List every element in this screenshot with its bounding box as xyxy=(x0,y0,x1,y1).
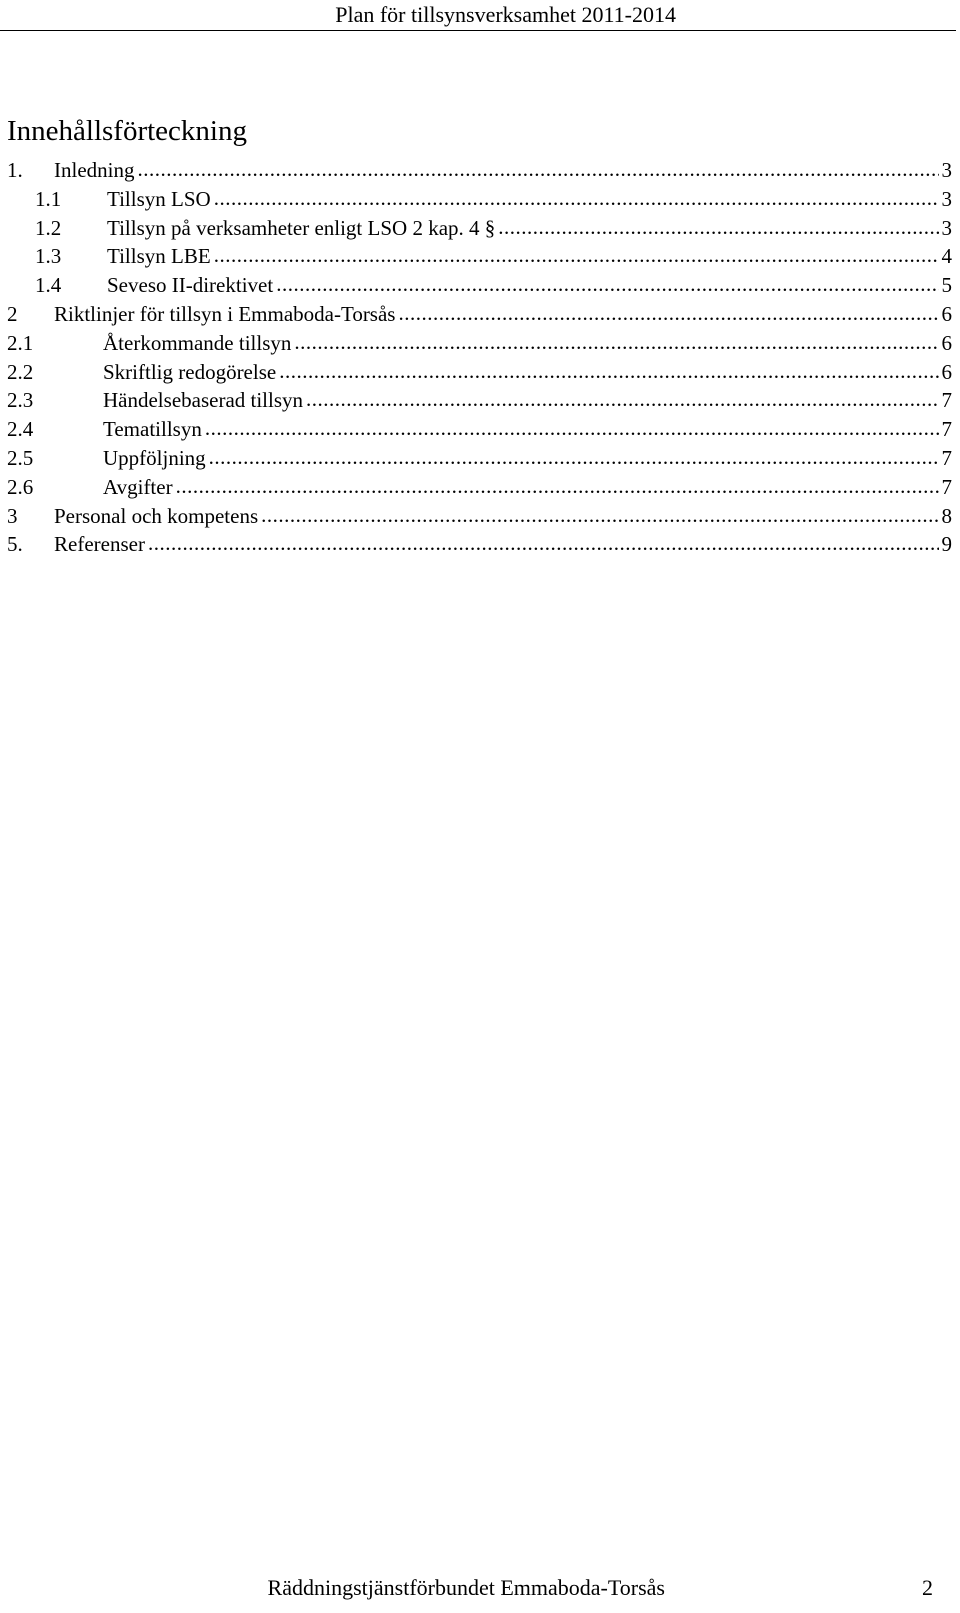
toc-entry-number: 1.2 xyxy=(35,215,62,240)
toc-entry-label: Uppföljning xyxy=(103,445,206,470)
toc-entry-number: 2.4 xyxy=(7,417,34,442)
toc-entry-page: 8 xyxy=(941,503,952,528)
toc-entry-label: Skriftlig redogörelse xyxy=(103,359,277,384)
toc-entry[interactable] xyxy=(7,301,952,330)
toc-entry-label: Riktlinjer för tillsyn i Emmaboda-Torsås xyxy=(54,301,396,326)
table-of-contents xyxy=(7,157,952,560)
page-header xyxy=(0,0,956,31)
toc-entry-page: 7 xyxy=(941,474,952,499)
toc-entry[interactable] xyxy=(7,157,952,186)
toc-entry[interactable] xyxy=(7,531,952,560)
document-title: Plan för tillsynsverksamhet 2011-2014 xyxy=(335,2,676,27)
toc-entry[interactable] xyxy=(7,272,952,301)
toc-entry[interactable] xyxy=(7,416,952,445)
toc-entry-number: 3 xyxy=(7,503,18,528)
toc-entry[interactable] xyxy=(7,359,952,388)
toc-entry-label: Personal och kompetens xyxy=(54,503,259,528)
toc-entry-page: 3 xyxy=(941,158,952,182)
page-footer xyxy=(0,1574,955,1604)
toc-entry-number: 1.1 xyxy=(35,186,62,211)
toc-entry-number: 2.1 xyxy=(7,330,34,355)
toc-dot-leader xyxy=(398,300,938,326)
toc-entry-number: 5. xyxy=(7,532,23,557)
toc-dot-leader xyxy=(276,271,938,297)
toc-entry-page: 6 xyxy=(941,301,952,326)
toc-entry-number: 2.2 xyxy=(7,359,34,384)
toc-entry[interactable] xyxy=(7,186,952,215)
toc-entry-page: 9 xyxy=(941,532,952,557)
toc-dot-leader xyxy=(214,242,939,268)
toc-entry[interactable] xyxy=(7,243,952,272)
toc-entry-number: 1. xyxy=(7,158,23,182)
toc-dot-leader xyxy=(306,386,938,412)
toc-entry-label: Tillsyn LSO xyxy=(107,186,211,211)
toc-entry[interactable] xyxy=(7,330,952,359)
footer-page-number: 2 xyxy=(922,1575,933,1600)
toc-dot-leader xyxy=(148,530,939,556)
toc-entry-number: 2.5 xyxy=(7,445,34,470)
toc-entry-label: Tematillsyn xyxy=(103,417,202,442)
toc-entry-label: Händelsebaserad tillsyn xyxy=(103,388,304,413)
toc-dot-leader xyxy=(137,156,938,182)
toc-entry-label: Avgifter xyxy=(103,474,173,499)
toc-dot-leader xyxy=(176,473,939,499)
toc-entry-label: Inledning xyxy=(54,158,135,182)
toc-entry-label: Tillsyn LBE xyxy=(107,244,211,269)
toc-entry-label: Återkommande tillsyn xyxy=(103,330,292,355)
toc-entry-page: 3 xyxy=(941,186,952,211)
toc-entry-label: Referenser xyxy=(54,532,145,557)
footer-organization: Räddningstjänstförbundet Emmaboda-Torsås xyxy=(267,1575,665,1600)
toc-entry-label: Seveso II-direktivet xyxy=(107,273,274,298)
toc-entry[interactable] xyxy=(7,503,952,532)
toc-entry-page: 7 xyxy=(941,417,952,442)
toc-entry-page: 3 xyxy=(941,215,952,240)
toc-entry[interactable] xyxy=(7,387,952,416)
toc-entry-number: 1.4 xyxy=(35,273,62,298)
toc-entry[interactable] xyxy=(7,445,952,474)
toc-dot-leader xyxy=(214,185,939,211)
toc-entry-page: 6 xyxy=(941,330,952,355)
toc-dot-leader xyxy=(279,358,938,384)
toc-entry-page: 4 xyxy=(941,244,952,269)
toc-entry-page: 7 xyxy=(941,445,952,470)
toc-entry-number: 2.6 xyxy=(7,474,34,499)
toc-entry[interactable] xyxy=(7,215,952,244)
toc-entry-number: 2.3 xyxy=(7,388,34,413)
toc-entry-page: 6 xyxy=(941,359,952,384)
toc-entry-page: 7 xyxy=(941,388,952,413)
toc-entry-page: 5 xyxy=(941,273,952,298)
toc-entry[interactable] xyxy=(7,474,952,503)
toc-dot-leader xyxy=(205,415,939,441)
toc-entry-number: 2 xyxy=(7,301,18,326)
toc-dot-leader xyxy=(498,214,938,240)
toc-heading: Innehållsförteckning xyxy=(7,115,247,147)
toc-entry-label: Tillsyn på verksamheter enligt LSO 2 kap. 4 § xyxy=(107,215,496,240)
toc-dot-leader xyxy=(294,329,938,355)
toc-dot-leader xyxy=(209,444,939,470)
toc-dot-leader xyxy=(261,502,938,528)
toc-entry-number: 1.3 xyxy=(35,244,62,269)
